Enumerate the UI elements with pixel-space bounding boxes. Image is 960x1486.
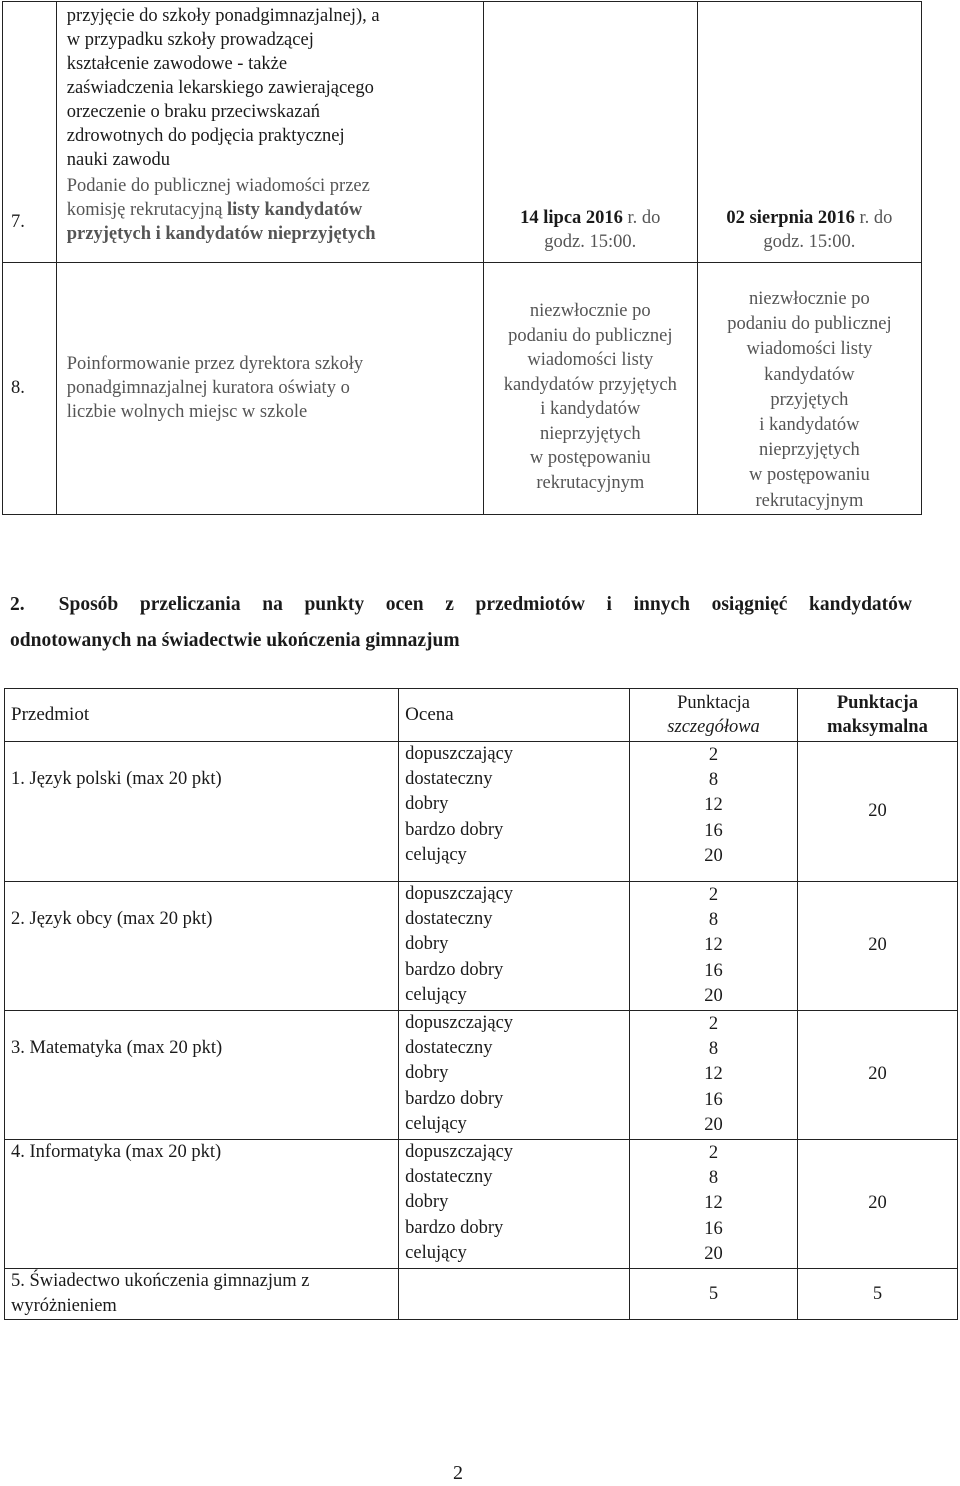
subject-name-text: 2. Język obcy (max 20 pkt) (11, 909, 213, 929)
date-second-round (697, 263, 921, 515)
max-points: 5 (797, 1269, 957, 1320)
header-grade: Ocena (399, 689, 630, 742)
text-line: nieprzyjętych (759, 440, 860, 461)
section-number: 2. (10, 594, 25, 615)
points-item: 20 (704, 1243, 723, 1264)
points-item: 16 (704, 820, 723, 841)
points-value: 5 (630, 1269, 798, 1320)
text-line: w postępowaniu (749, 465, 870, 486)
row-number (3, 263, 57, 515)
grade-item: celujący (405, 844, 467, 865)
schedule-table (2, 1, 922, 515)
section-heading (10, 587, 912, 659)
date-first-round (483, 2, 697, 263)
text-fragment: komisję rekrutacyjną (66, 200, 228, 220)
date-second-round (697, 2, 921, 263)
text-line: kształcenie zawodowe - także (66, 54, 288, 74)
date-rest: r. do (622, 208, 661, 228)
text-line: w postępowaniu (529, 448, 651, 468)
grade-list (399, 1140, 630, 1269)
points-item: 8 (708, 770, 719, 791)
date-time: godz. 15:00. (544, 232, 637, 252)
page-number: 2 (453, 1462, 463, 1484)
grade-item: dobry (405, 934, 449, 955)
subject-row (5, 742, 958, 882)
row-number-text: 8. (11, 378, 25, 399)
date-bold: 02 sierpnia 2016 (726, 208, 855, 228)
grade-item: dostateczny (405, 1167, 493, 1188)
text-line: Poinformowanie przez dyrektora szkoły (66, 354, 364, 375)
points-list (630, 882, 798, 1011)
text-line: ponadgimnazjalnej kuratora oświaty o (66, 378, 350, 399)
grade-item: celujący (405, 1242, 467, 1263)
points-list (630, 1011, 798, 1140)
grade-item: bardzo dobry (405, 1217, 504, 1238)
subject-name (5, 1269, 399, 1320)
subject-row (5, 1011, 958, 1140)
grade-list (399, 742, 630, 882)
grade-item: bardzo dobry (405, 1088, 504, 1109)
row-number (3, 2, 57, 263)
text-line: Podanie do publicznej wiadomości przez (66, 176, 370, 196)
grade-item: dopuszczający (405, 1142, 514, 1163)
points-item: 12 (704, 1193, 723, 1214)
text-line: wyróżnieniem (11, 1296, 117, 1317)
text-line: zaświadczenia lekarskiego zawierającego (66, 78, 374, 98)
grade-item: dopuszczający (405, 744, 514, 764)
header-text: Punktacja (836, 693, 919, 713)
points-item: 2 (708, 1014, 719, 1035)
grade-item: dostateczny (405, 909, 493, 930)
schedule-row-8 (3, 263, 922, 515)
text-line: rekrutacyjnym (755, 490, 864, 511)
task-description (67, 174, 473, 246)
text-line: podaniu do publicznej (727, 314, 892, 335)
points-item: 2 (708, 885, 719, 905)
subject-name (5, 882, 399, 1011)
points-item: 20 (704, 1114, 723, 1135)
text-line: podaniu do publicznej (508, 325, 673, 346)
text-line: i kandydatów (759, 415, 860, 436)
text-line: niezwłocznie po (749, 289, 870, 309)
grade-item: bardzo dobry (405, 819, 504, 840)
grade-item: dostateczny (405, 1038, 493, 1059)
grade-item: celujący (405, 984, 467, 1005)
header-text: maksymalna (827, 717, 928, 737)
points-list (630, 1140, 798, 1269)
max-points: 20 (797, 1011, 957, 1140)
header-max-points (797, 689, 957, 742)
points-item: 20 (704, 845, 723, 866)
grade-item: celujący (405, 1113, 467, 1134)
text-line: i kandydatów (540, 399, 641, 419)
header-text: szczegółowa (667, 717, 760, 737)
heading-line-2: odnotowanych na świadectwie ukończenia gimnazjum (10, 630, 460, 651)
row-description (56, 2, 483, 263)
text-line: orzeczenie o braku przeciwskazań (66, 102, 320, 122)
text-line: 5. Świadectwo ukończenia gimnazjum z (11, 1271, 310, 1292)
points-item: 8 (708, 910, 719, 931)
grade-item: dopuszczający (405, 884, 514, 904)
text-line: rekrutacyjnym (536, 472, 645, 493)
text-line: niezwłocznie po (529, 301, 651, 321)
points-item: 8 (708, 1168, 719, 1189)
grade-item: dobry (405, 1063, 449, 1084)
row-description (56, 263, 483, 515)
grade-list (399, 882, 630, 1011)
grade-item: dobry (405, 794, 449, 815)
text-line: nauki zawodu (66, 150, 171, 170)
text-line: przyjętych (770, 389, 849, 410)
subject-row (5, 882, 958, 1011)
points-item: 20 (704, 985, 723, 1006)
points-item: 16 (704, 1089, 723, 1110)
text-line: kandydatów przyjętych (503, 374, 677, 395)
text-line: nieprzyjętych (539, 423, 641, 444)
points-list (630, 742, 798, 882)
date-first-round (483, 263, 697, 515)
grade-item: bardzo dobry (405, 959, 504, 980)
schedule-row-7 (3, 2, 922, 263)
text-line: zdrowotnych do podjęcia praktycznej (66, 126, 345, 146)
subject-row (5, 1140, 958, 1269)
text-fragment-bold: listy kandydatów (227, 200, 363, 220)
text-line: liczbie wolnych miejsc w szkole (66, 402, 308, 423)
points-item: 16 (704, 960, 723, 981)
text-line: w przypadku szkoły prowadzącej (66, 30, 314, 50)
subject-name (5, 1140, 399, 1269)
max-points: 20 (797, 882, 957, 1011)
text-line: kandydatów (764, 364, 855, 385)
date-bold: 14 lipca 2016 (520, 208, 623, 228)
points-item: 2 (708, 745, 719, 765)
heading-line-1: Sposób przeliczania na punkty ocen z przedmiotów i innych osiągnięć kandydatów (58, 594, 912, 615)
grade-list (399, 1011, 630, 1140)
points-table (4, 688, 958, 1320)
honors-row (5, 1269, 958, 1320)
grade-item: dostateczny (405, 769, 493, 790)
subject-name (5, 742, 399, 882)
date-rest: r. do (854, 208, 893, 228)
subject-name-text: 4. Informatyka (max 20 pkt) (11, 1142, 222, 1163)
text-line: przyjęcie do szkoły ponadgimnazjalnej), a (66, 6, 380, 26)
points-item: 12 (704, 795, 723, 816)
text-line-bold: przyjętych i kandydatów nieprzyjętych (66, 224, 376, 244)
text-line: wiadomości listy (527, 350, 654, 370)
points-item: 16 (704, 1218, 723, 1239)
grade-empty (399, 1269, 630, 1320)
grade-item: dopuszczający (405, 1013, 514, 1034)
grade-item: dobry (405, 1192, 449, 1213)
row-number-text: 7. (11, 212, 25, 232)
points-item: 12 (704, 1064, 723, 1085)
points-table-header (5, 689, 958, 742)
points-item: 2 (708, 1143, 719, 1164)
continued-text (67, 4, 473, 172)
text-line: wiadomości listy (746, 339, 873, 360)
subject-name-text: 3. Matematyka (max 20 pkt) (11, 1038, 223, 1059)
max-points: 20 (797, 1140, 957, 1269)
points-item: 12 (704, 935, 723, 956)
subject-name-text: 1. Język polski (max 20 pkt) (11, 769, 222, 789)
max-points: 20 (797, 742, 957, 882)
header-text: Punktacja (677, 693, 751, 713)
header-detail-points (630, 689, 798, 742)
points-item: 8 (708, 1039, 719, 1060)
subject-name (5, 1011, 399, 1140)
date-time: godz. 15:00. (763, 232, 856, 252)
header-subject: Przedmiot (5, 689, 399, 742)
